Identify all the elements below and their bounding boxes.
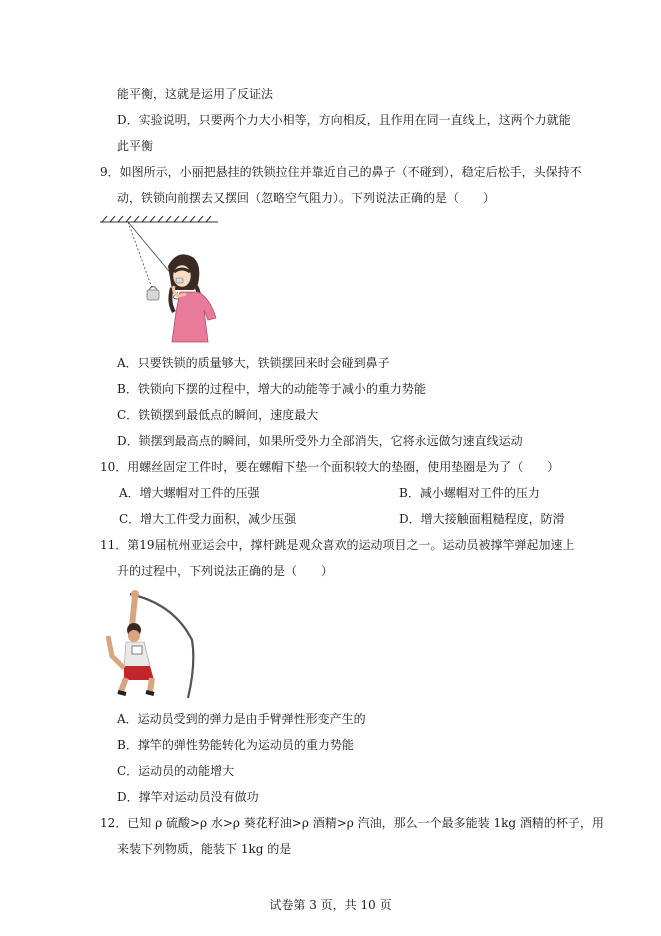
q11-option-c: C．运动员的动能增大 [117,764,235,778]
q9-option-c: C．铁锁摆到最低点的瞬间，速度最大 [117,408,319,422]
pendulum-string-dashed [128,222,152,288]
q9-option-b: B．铁锁向下摆的过程中，增大的动能等于减小的重力势能 [117,382,426,396]
q12-stem-line1: 12．已知 ρ 硫酸>ρ 水>ρ 葵花籽油>ρ 酒精>ρ 汽油，那么一个最多能装 1kg 酒精的杯子，用 [100,816,604,830]
q10-option-a: A．增大螺帽对工件的压强 [119,486,260,500]
q9-pendulum-figure [98,212,240,344]
q11-option-a: A．运动员受到的弹力是由手臂弹性形变产生的 [117,712,366,726]
lock-icon [147,287,159,301]
girl-figure [168,254,216,342]
q8-option-c-continued: 能平衡，这就是运用了反证法 [117,87,274,101]
q9-option-d: D．锁摆到最高点的瞬间，如果所受外力全部消失，它将永远做匀速直线运动 [117,434,523,448]
q11-stem-line1: 11．第19届杭州亚运会中，撑杆跳是观众喜欢的运动项目之一。运动员被撑竿弹起加速上 [100,538,575,552]
q12-stem-line2: 来装下列物质，能装下 1kg 的是 [117,842,292,856]
q8-option-d-line2: 此平衡 [117,139,154,153]
q9-option-a: A．只要铁锁的质量够大，铁锁摆回来时会碰到鼻子 [117,356,390,370]
q10-option-c: C．增大工件受力面积，减少压强 [119,512,297,526]
q11-option-d: D．撑竿对运动员没有做功 [117,790,259,804]
q9-stem-line2: 动，铁锁向前摆去又摆回（忽略空气阻力）。下列说法正确的是（ ） [117,191,496,205]
q10-option-b: B．减小螺帽对工件的压力 [399,486,540,500]
q10-option-d: D．增大接触面粗糙程度，防滑 [399,512,565,526]
q11-stem-line2: 升的过程中，下列说法正确的是（ ） [117,564,334,578]
page-footer: 试卷第 3 页，共 10 页 [269,898,392,912]
q11-pole-vault-figure [100,588,200,700]
q8-option-d-line1: D．实验说明，只要两个力大小相等，方向相反，且作用在同一直线上，这两个力就能 [117,113,571,127]
q10-stem: 10．用螺丝固定工件时，要在螺帽下垫一个面积较大的垫圈，使用垫圈是为了（ ） [100,460,560,474]
athlete-figure [108,590,154,694]
q9-stem-line1: 9．如图所示，小丽把悬挂的铁锁拉住并靠近自己的鼻子（不碰到），稳定后松手，头保持不 [100,165,582,179]
ceiling-hatch [100,216,218,222]
q11-option-b: B．撑竿的弹性势能转化为运动员的重力势能 [117,738,354,752]
